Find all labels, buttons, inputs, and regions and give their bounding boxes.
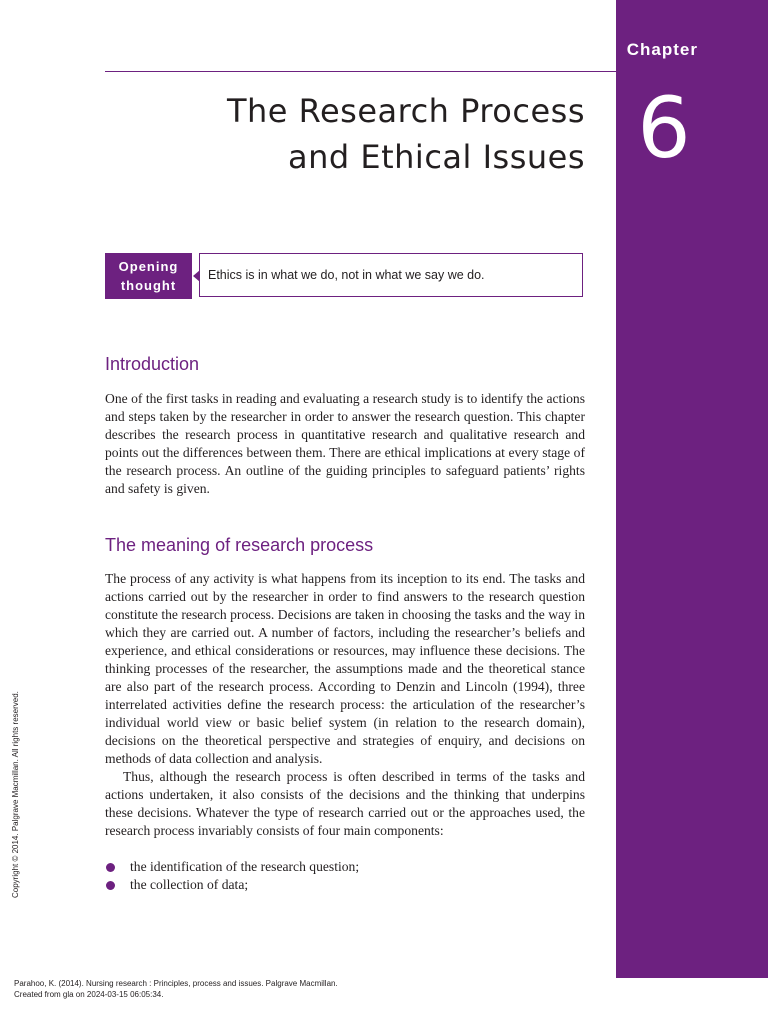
list-item: the collection of data; — [105, 876, 585, 894]
paragraph: The process of any activity is what happens from its inception to its end. The tasks and actions carried out by the researcher in order to find answers to the research question constitute the research process. Decisions are taken in choosing the tasks and the way in which they are carried out. A number of factors, including the researcher’s beliefs and experience, and ethical considerations or resources, may influence these decisions. The thinking processes of the researcher, the assumptions made and the theoretical stance are also part of the research process. According to Denzin and Lincoln (1994), three interrelated activities define the research process: the articulation of the researcher’s individual world view or basic belief system (in relation to the research domain), decisions on the theoretical perspective and strategies of enquiry, and decisions on methods of data collection and analysis. — [105, 571, 585, 766]
section-heading-introduction: Introduction — [105, 354, 200, 374]
footer-citation — [14, 978, 338, 1000]
section-heading-meaning: The meaning of research process — [105, 535, 374, 555]
chapter-label: Chapter — [626, 40, 698, 59]
paragraph: One of the first tasks in reading and evaluating a research study is to identify the actions and steps taken by the researcher in order to answer the research question. This chapter describes the research process in quantitative research and qualitative research and points out the differences between them. There are ethical implications at every stage of the research process. An outline of the guiding principles to safeguard patients’ rights and safety is given. — [105, 391, 585, 496]
chapter-number: 6 — [637, 79, 691, 177]
paragraph: Thus, although the research process is often described in terms of the tasks and actions undertaken, it also consists of the decisions and the thinking that underpins these decisions. Whatever the type of research carried out or the approaches used, the research process invariably consists of four main components: — [105, 769, 585, 838]
title-line-1: The Research Process — [226, 92, 585, 130]
footer-line-2: Created from gla on 2024-03-15 06:05:34. — [14, 990, 164, 999]
title-rule — [105, 71, 696, 72]
opening-thought-label — [105, 253, 192, 299]
footer-line-1: Parahoo, K. (2014). Nursing research : Principles, process and issues. Palgrave Macmillan. — [14, 979, 338, 988]
page-title — [105, 88, 585, 180]
bullet-list — [105, 858, 585, 894]
list-item: the identification of the research question; — [105, 858, 585, 876]
opening-label-line-1: Opening — [118, 259, 179, 274]
title-line-2: and Ethical Issues — [288, 138, 585, 176]
opening-label-line-2: thought — [120, 278, 177, 293]
copyright-notice: Copyright © 2014. Palgrave Macmillan. All rights reserved. — [11, 691, 20, 898]
opening-thought-quote: Ethics is in what we do, not in what we say we do. — [199, 253, 583, 297]
